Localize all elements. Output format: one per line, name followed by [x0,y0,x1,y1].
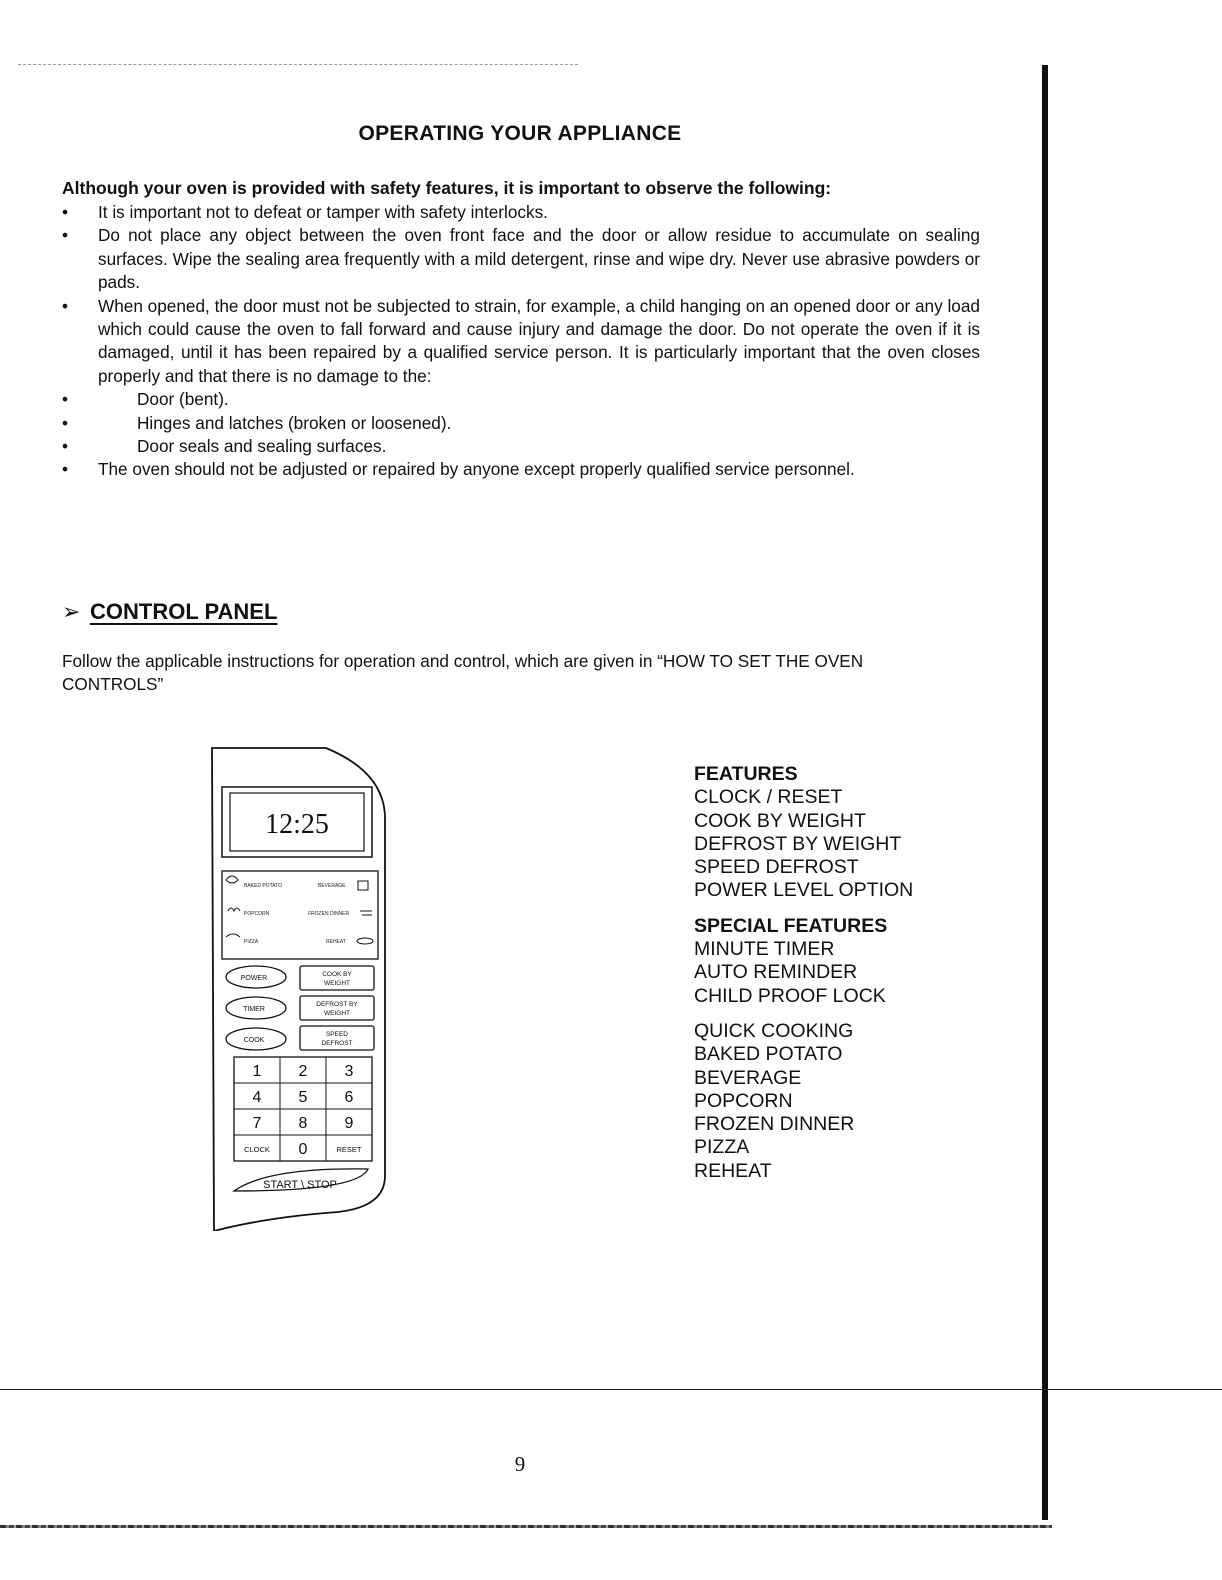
quick-cooking-item: BAKED POTATO [694,1043,843,1066]
spacer [694,1008,913,1020]
bullet-item: • It is important not to defeat or tamper with safety interlocks. [62,201,980,224]
bullet-icon: • [62,295,69,316]
keypad-key: 2 [298,1063,308,1080]
keypad-key: 3 [344,1063,354,1080]
feature-item: DEFROST BY WEIGHT [694,832,902,855]
keypad-key: 7 [252,1115,262,1132]
beverage-icon [358,881,368,890]
bullet-item: • The oven should not be adjusted or repaired by anyone except properly qualified service personnel. [62,458,980,481]
bullet-item: • Do not place any object between the oven front face and the door or allow residue to accumulate on sealing surfaces. Wipe the sealing area frequently with a mild detergent, rinse and wipe dry. Never use abrasive powders or pads. [62,225,980,293]
section-title: CONTROL PANEL [90,599,278,624]
bullet-item: • Door seals and sealing surfaces. [62,435,980,458]
quick-label: BAKED POTATO [244,883,283,889]
page-number: 9 [514,1452,526,1476]
feature-item: COOK BY WEIGHT [694,809,866,832]
popcorn-icon [228,908,240,911]
bullet-icon: • [62,412,69,433]
power-label: POWER [240,975,268,982]
timer-label: TIMER [243,1006,265,1013]
quick-label: FROZEN DINNER [308,911,350,917]
keypad-key: RESET [336,1145,362,1154]
special-feature-item: AUTO REMINDER [694,961,858,984]
keypad-key: 5 [298,1089,308,1106]
keypad-key: 6 [344,1089,354,1106]
cook-by-weight-label: COOK BY [322,971,352,978]
quick-cooking-item: POPCORN [694,1089,793,1112]
special-feature-item: CHILD PROOF LOCK [694,984,886,1007]
quick-cooking-item: QUICK COOKING [694,1019,854,1042]
section-heading [62,599,277,625]
spacer [694,903,913,915]
defrost-by-weight-label: DEFROST BY [316,1001,358,1008]
arrow-icon: ➢ [62,599,81,624]
display-readout: 12:25 [265,809,329,840]
feature-item: POWER LEVEL OPTION [694,879,914,902]
feature-item: CLOCK / RESET [694,786,843,809]
baked-potato-icon [226,876,238,883]
bullet-item: • Hinges and latches (broken or loosened). [62,412,980,435]
keypad-key: 0 [298,1141,308,1158]
bullet-item: • When opened, the door must not be subjected to strain, for example, a child hanging on an opened door or any load which could cause the oven to fall forward and cause injury and damage the door. Do not operate the oven if it is damaged, until it has been repaired by a qualified service person. It is particularly important that the oven closes properly and that there is no damage to the: [62,295,980,386]
footer-rule [0,1389,1222,1390]
quick-cooking-item: REHEAT [694,1159,772,1182]
defrost-by-weight-label: WEIGHT [324,1010,350,1017]
bullet-icon: • [62,459,69,480]
keypad-key: 1 [252,1063,262,1080]
reheat-icon [357,938,373,944]
bullet-icon: • [62,202,69,222]
safety-bullet-list [62,201,980,482]
frozen-dinner-icon [360,911,372,915]
start-stop-label: START \ STOP [263,1179,337,1191]
features-list [694,763,913,1183]
quick-label: POPCORN [244,911,270,917]
speed-defrost-label: DEFROST [321,1040,353,1047]
keypad-key: 9 [344,1115,354,1132]
bullet-icon: • [62,389,69,410]
page-title: OPERATING YOUR APPLIANCE [358,122,682,145]
special-features-heading: SPECIAL FEATURES [694,914,888,937]
quick-label: PIZZA [244,939,259,945]
keypad-key: CLOCK [244,1145,270,1154]
keypad-key: 4 [252,1089,262,1106]
scan-artifact-bottom [0,1525,1052,1528]
bullet-item: • Door (bent). [62,388,980,411]
quick-cooking-item: BEVERAGE [694,1066,802,1089]
quick-label: BEVERAGE [318,883,346,889]
quick-cooking-item: PIZZA [694,1136,750,1159]
scan-artifact-top [18,64,578,65]
quick-cooking-item: FROZEN DINNER [694,1113,855,1136]
control-panel-diagram [208,747,390,1231]
quick-label: REHEAT [326,939,346,945]
special-feature-item: MINUTE TIMER [694,938,835,961]
cook-by-weight-label: WEIGHT [324,980,350,987]
pizza-icon [226,934,240,937]
speed-defrost-label: SPEED [325,1031,349,1038]
cook-label: COOK [243,1037,265,1044]
feature-item: SPEED DEFROST [694,856,859,879]
binding-edge [1042,65,1048,1520]
bullet-icon: • [62,436,69,457]
intro-text: Although your oven is provided with safety features, it is important to observe the following: [62,178,832,198]
keypad-key: 8 [298,1115,308,1132]
instruction-text: Follow the applicable instructions for operation and control, which are given in “HOW TO SET THE OVEN CONTROLS” [62,651,864,694]
features-heading: FEATURES [694,763,798,785]
bullet-icon: • [62,225,69,246]
